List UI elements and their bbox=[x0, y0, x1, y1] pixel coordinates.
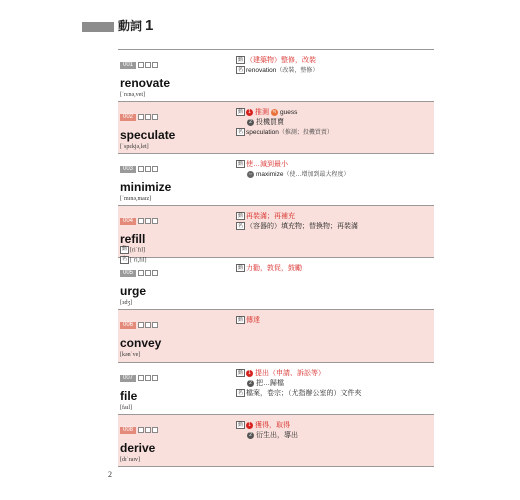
entry-word: refill bbox=[120, 232, 146, 247]
entry-row bbox=[118, 102, 434, 154]
entry-word: renovate bbox=[120, 76, 171, 91]
pos-noun-icon: 名 bbox=[122, 256, 128, 262]
entry-phonetic: [ˈrɛnə,vet] bbox=[120, 92, 146, 99]
entry-row bbox=[118, 363, 434, 415]
definition: 力勸，敦促，鼓勵 bbox=[246, 265, 303, 272]
entry-row bbox=[118, 415, 434, 467]
pos-verb-icon: 動 bbox=[238, 317, 244, 324]
section-label: 動詞 bbox=[118, 19, 143, 33]
pos-verb-icon: 動 bbox=[238, 265, 244, 272]
derived-definition: （推測；投機買賣） bbox=[278, 130, 333, 136]
derived-definition: （改裝，整修） bbox=[276, 68, 319, 74]
definition: 投機買賣 bbox=[256, 119, 284, 126]
entry-phonetic: [dɪˈraɪv] bbox=[120, 457, 140, 464]
pos-verb-icon: 動 bbox=[122, 247, 128, 253]
definition: 檔案，卷宗；（尤指辦公室的）文件夾 bbox=[246, 390, 362, 397]
entry-word: speculate bbox=[120, 128, 176, 143]
vocabulary-list bbox=[118, 49, 434, 467]
entry-word: minimize bbox=[120, 180, 172, 195]
antonym-icon: ⇔ bbox=[248, 170, 253, 177]
synonym-word: guess bbox=[279, 109, 298, 116]
pos-verb-icon: 動 bbox=[238, 57, 244, 64]
pos-verb-icon: 動 bbox=[238, 213, 244, 220]
entry-number: 008 bbox=[120, 427, 136, 434]
check-boxes bbox=[138, 160, 159, 178]
entry-senses bbox=[236, 421, 431, 441]
check-boxes bbox=[138, 421, 159, 439]
entry-number: 006 bbox=[120, 322, 136, 329]
entry-number: 005 bbox=[120, 270, 136, 277]
sense-two-icon: 2 bbox=[247, 119, 254, 126]
definition: 再裝滿；再補充 bbox=[246, 213, 296, 220]
definition: 推測 bbox=[255, 109, 270, 116]
sense-one-icon: 1 bbox=[246, 370, 253, 377]
section-title bbox=[118, 17, 153, 34]
entry-phonetic: [ˈspɛkjə,let] bbox=[120, 144, 149, 151]
definition: 衍生出，導出 bbox=[256, 432, 298, 439]
entry-word: file bbox=[120, 389, 138, 404]
definition: 獲得，取得 bbox=[255, 422, 291, 429]
entry-senses bbox=[236, 108, 431, 138]
entry-senses bbox=[236, 316, 431, 326]
entry-senses bbox=[236, 369, 431, 399]
entry-number: 001 bbox=[120, 62, 136, 69]
check-boxes bbox=[138, 369, 159, 387]
sense-one-icon: 1 bbox=[246, 422, 253, 429]
definition: （建築物）整修，改裝 bbox=[246, 57, 317, 64]
entry-row bbox=[118, 310, 434, 363]
entry-senses bbox=[236, 212, 431, 232]
entry-number: 007 bbox=[120, 375, 136, 382]
entry-senses bbox=[236, 56, 431, 76]
entry-phonetic: [ˈmɪnə,maɪz] bbox=[120, 196, 152, 203]
pos-verb-icon: 動 bbox=[238, 422, 244, 429]
entry-number: 002 bbox=[120, 114, 136, 121]
pos-noun-icon: 名 bbox=[238, 390, 244, 397]
definition: 把…歸檔 bbox=[256, 380, 284, 387]
entry-phonetic-verb: [riˈfɪl] bbox=[130, 247, 146, 254]
check-boxes bbox=[138, 212, 159, 230]
definition: （容器的）填充物；替換物；再裝滿 bbox=[246, 223, 359, 230]
antonym-definition: （使…增加到最大程度） bbox=[283, 172, 350, 178]
page-number: 2 bbox=[108, 470, 112, 479]
pos-noun-icon: 名 bbox=[238, 67, 244, 74]
entry-row bbox=[118, 154, 434, 206]
pos-verb-icon: 動 bbox=[238, 370, 244, 377]
section-number: 1 bbox=[145, 17, 154, 34]
definition: 使…減到最小 bbox=[246, 161, 289, 168]
entry-phonetic: [kənˈve] bbox=[120, 352, 141, 359]
entry-word: derive bbox=[120, 441, 156, 456]
pos-noun-icon: 名 bbox=[238, 129, 244, 136]
entry-number: 003 bbox=[120, 166, 136, 173]
antonym-word: maximize bbox=[256, 171, 284, 178]
definition: 傳達 bbox=[246, 317, 261, 324]
pos-verb-icon: 動 bbox=[238, 109, 244, 116]
entry-senses bbox=[236, 160, 431, 180]
entry-row bbox=[118, 258, 434, 310]
entry-row bbox=[118, 50, 434, 102]
section-bar bbox=[82, 22, 114, 32]
check-boxes bbox=[138, 108, 159, 126]
entry-word: convey bbox=[120, 336, 162, 351]
entry-phonetic: [faɪl] bbox=[120, 405, 132, 412]
entry-number: 004 bbox=[120, 218, 136, 225]
pos-noun-icon: 名 bbox=[238, 223, 244, 230]
sense-two-icon: 2 bbox=[247, 380, 254, 387]
sense-one-icon: 1 bbox=[246, 109, 253, 116]
entry-phonetic: [ɜdʒ] bbox=[120, 300, 133, 307]
sense-two-icon: 2 bbox=[247, 432, 254, 439]
derived-word: speculation bbox=[246, 129, 279, 136]
entry-row bbox=[118, 206, 434, 263]
check-boxes bbox=[138, 56, 159, 74]
pos-verb-icon: 動 bbox=[238, 161, 244, 168]
entry-phonetic-noun: [ˈri,fɪl] bbox=[130, 256, 147, 263]
definition: 提出（申請、訴訟等） bbox=[255, 370, 326, 377]
entry-senses bbox=[236, 264, 431, 274]
synonym-icon: ≒ bbox=[272, 108, 277, 115]
entry-word: urge bbox=[120, 284, 147, 299]
check-boxes bbox=[138, 316, 159, 334]
check-boxes bbox=[138, 264, 159, 282]
derived-word: renovation bbox=[246, 67, 277, 74]
